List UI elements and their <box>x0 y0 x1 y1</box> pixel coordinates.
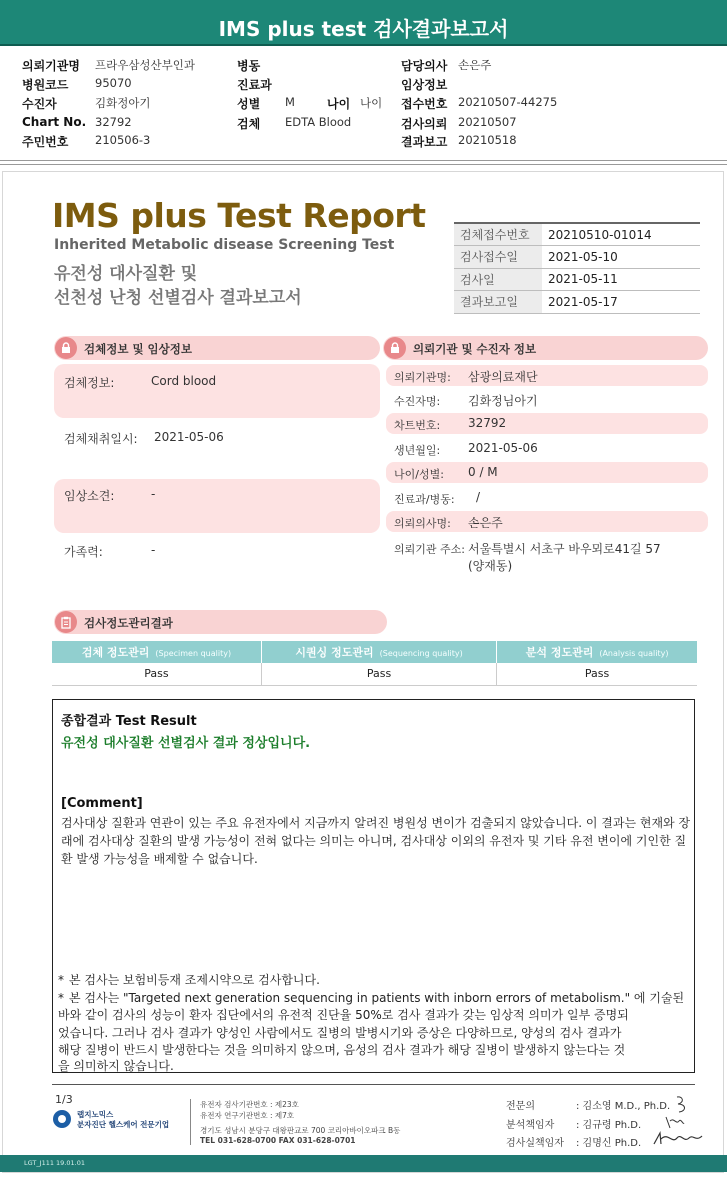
address-value: 서울특별시 서초구 바우뫼로41길 57 <box>468 542 661 556</box>
date-label: 검사접수일 <box>454 246 542 269</box>
institution-value: 2021-05-06 <box>468 441 538 455</box>
summary-label: 검체 <box>237 117 261 131</box>
summary-label: 병동 <box>237 59 261 73</box>
summary-label: 임상정보 <box>401 78 448 92</box>
signer-name: : 김규령 Ph.D. <box>576 1120 642 1131</box>
institution-label: 수진자명: <box>394 395 441 408</box>
summary-value: 손은주 <box>458 58 492 72</box>
institution-value: 0 / M <box>468 465 498 479</box>
summary-value: 20210507 <box>458 115 517 129</box>
table-row <box>454 291 700 314</box>
section-title: 검사정도관리결과 <box>84 616 173 630</box>
footer-separator <box>190 1099 191 1145</box>
summary-label: 접수번호 <box>401 97 448 111</box>
quality-section-header <box>54 610 387 634</box>
signer-label: 분석책임자 <box>506 1120 555 1131</box>
lock-icon <box>384 337 406 359</box>
summary-value: 나이 <box>360 96 383 110</box>
note-text: 었습니다. 그러나 검사 결과가 양성인 사람에서도 질병의 발병시기와 증상은 다양하므로, 양성의 검사 결과가 <box>58 1025 622 1040</box>
specimen-label: 가족력: <box>64 545 103 559</box>
column-header-en: (Analysis quality) <box>599 649 669 658</box>
page-title: IMS plus test 검사결과보고서 <box>218 17 509 41</box>
report-title: IMS plus Test Report <box>52 196 426 235</box>
column-header-ko: 검체 정도관리 <box>81 646 150 659</box>
institution-row <box>386 413 708 434</box>
institution-row <box>386 462 708 483</box>
specimen-row-bg <box>54 364 380 418</box>
section-title: 검체정보 및 임상정보 <box>84 342 192 356</box>
date-value: 2021-05-17 <box>542 291 700 314</box>
summary-label: 결과보고 <box>401 135 448 149</box>
date-label: 검사일 <box>454 268 542 291</box>
quality-value: Pass <box>261 663 496 685</box>
summary-value: 20210507-44275 <box>458 95 558 109</box>
signer-name: : 김소영 M.D., Ph.D. <box>576 1101 671 1112</box>
institution-label: 생년월일: <box>394 444 441 457</box>
institution-label: 진료과/병동: <box>394 493 455 506</box>
note <box>58 972 692 990</box>
date-label: 결과보고일 <box>454 291 542 314</box>
result-box <box>52 699 695 1073</box>
column-header-ko: 분석 정도관리 <box>525 646 594 659</box>
table-row <box>454 223 700 246</box>
page-number: 1/3 <box>55 1093 73 1106</box>
summary-value: 210506-3 <box>95 133 151 147</box>
footer-info: TEL 031-628-0700 FAX 031-628-0701 <box>200 1136 356 1145</box>
logo-tagline: 분자진단 헬스케어 전문기업 <box>77 1120 170 1129</box>
signature-mark <box>652 1130 704 1148</box>
date-value: 20210510-01014 <box>542 223 700 246</box>
summary-label: Chart No. <box>22 115 87 129</box>
institution-row <box>386 487 708 508</box>
signature-mark <box>674 1094 690 1114</box>
institution-value: 삼광의료재단 <box>468 370 538 384</box>
summary-label: 검사의뢰 <box>401 117 448 131</box>
section-title: 의뢰기관 및 수진자 정보 <box>413 342 537 356</box>
summary-value: 김화정아기 <box>95 96 151 110</box>
signer-row <box>506 1116 641 1131</box>
table-row <box>454 268 700 291</box>
signer-row <box>506 1134 641 1149</box>
comment-text: 검사대상 질환과 연관이 있는 주요 유전자에서 지금까지 알려진 병원성 변이가 검출되지 않았습니다. 이 결과는 현재와 장래에 검사대상 질환의 발생 가능성이 전혀 없다는 의미는 아니며, 검사대상 이외의 유전자 및 기타 유전 변이에 기인한 질환 발생 가능성을 배제할 수 없습니다. <box>61 816 691 866</box>
summary-label: 나이 <box>327 97 351 111</box>
result-heading: 종합결과 Test Result <box>61 714 197 729</box>
institution-value: 손은주 <box>468 516 503 530</box>
summary-value: 프라우삼성산부인과 <box>95 58 195 72</box>
logo-text: 랩지노믹스 <box>77 1110 114 1119</box>
institution-value: 32792 <box>468 416 507 430</box>
footer-info: 유전자 검사기관번호 : 제23호 <box>200 1100 299 1109</box>
footer-divider <box>52 1084 695 1085</box>
quality-value: Pass <box>497 663 697 685</box>
specimen-label: 임상소견: <box>64 489 115 503</box>
logo-icon <box>53 1110 71 1128</box>
institution-row <box>386 365 708 386</box>
column-header <box>52 641 261 663</box>
institution-section-header <box>383 336 708 360</box>
summary-label: 주민번호 <box>22 135 69 149</box>
report-dates-table <box>454 222 700 314</box>
address-label: 의뢰기관 주소: <box>394 543 465 556</box>
address-value: (양재동) <box>468 559 513 573</box>
column-header-en: (Specimen quality) <box>155 649 232 658</box>
institution-label: 나이/성별: <box>394 468 444 481</box>
summary-value: 20210518 <box>458 133 517 147</box>
signer-label: 전문의 <box>506 1101 535 1112</box>
specimen-value: 2021-05-06 <box>154 430 224 444</box>
institution-row <box>386 389 708 410</box>
divider <box>0 164 727 165</box>
summary-value: EDTA Blood <box>285 115 352 129</box>
table-header-row <box>52 641 697 663</box>
signer-label: 검사실책임자 <box>506 1138 564 1149</box>
bullet: * <box>58 990 64 1005</box>
signature-mark <box>664 1113 686 1131</box>
institution-label: 의뢰의사명: <box>394 517 451 530</box>
institution-row <box>386 511 708 532</box>
result-summary: 유전성 대사질환 선별검사 결과 정상입니다. <box>61 736 311 751</box>
table-row <box>454 246 700 269</box>
institution-label: 의뢰기관명: <box>394 371 451 384</box>
quality-table <box>52 641 697 686</box>
column-header-ko: 시퀀싱 정도관리 <box>295 646 374 659</box>
signer-row <box>506 1097 670 1112</box>
column-header <box>261 641 496 663</box>
divider <box>0 160 727 161</box>
date-value: 2021-05-11 <box>542 268 700 291</box>
note-text: 을 의미하지 않습니다. <box>58 1058 174 1073</box>
note-text: 본 검사는 보험비등재 조제시약으로 검사합니다. <box>69 973 320 987</box>
summary-label: 의뢰기관명 <box>22 59 80 73</box>
table-row <box>52 663 697 685</box>
summary-label: 진료과 <box>237 78 272 92</box>
summary-value: M <box>285 95 295 109</box>
column-header <box>497 641 697 663</box>
summary-label: 병원코드 <box>22 78 69 92</box>
specimen-value: - <box>151 543 156 557</box>
specimen-label: 검체채취일시: <box>64 432 138 446</box>
summary-label: 성별 <box>237 97 261 111</box>
comment-heading: [Comment] <box>61 796 143 811</box>
specimen-value: - <box>151 487 156 501</box>
summary-info <box>22 55 712 153</box>
quality-value: Pass <box>52 663 261 685</box>
date-value: 2021-05-10 <box>542 246 700 269</box>
signer-name: : 김명신 Ph.D. <box>576 1138 642 1149</box>
document-code: LGT_J111 19.01.01 <box>24 1159 85 1167</box>
footer-info: 유전자 연구기관번호 : 제7호 <box>200 1111 295 1120</box>
specimen-section-header <box>54 336 380 360</box>
specimen-value: Cord blood <box>151 374 217 388</box>
summary-label: 수진자 <box>22 97 57 111</box>
note-text: 바와 같이 검사의 성능이 환자 집단에서의 유전적 진단율 50%로 검사 결과가 갖는 임상적 의미가 일부 증명되 <box>58 1008 629 1022</box>
report-subtitle-ko: 선천성 난청 선별검사 결과보고서 <box>54 288 302 308</box>
institution-label: 차트번호: <box>394 419 441 432</box>
specimen-label: 검체정보: <box>64 376 115 390</box>
report-subtitle-ko: 유전성 대사질환 및 <box>54 264 198 284</box>
institution-value: 김화정님아기 <box>468 394 538 408</box>
institution-value: / <box>476 490 481 504</box>
clipboard-icon <box>55 611 77 633</box>
summary-value: 95070 <box>95 76 132 90</box>
lock-icon <box>55 337 77 359</box>
summary-value: 32792 <box>95 115 132 129</box>
column-header-en: (Sequencing quality) <box>379 649 463 658</box>
note-text: 해당 질병이 반드시 발생한다는 것을 의미하지 않으며, 음성의 검사 결과가 해당 질병이 발생하지 않는다는 것 <box>58 1043 626 1057</box>
report-subtitle-en: Inherited Metabolic disease Screening Test <box>54 237 395 253</box>
summary-label: 담당의사 <box>401 59 448 73</box>
footer-bar <box>0 1155 727 1172</box>
note <box>58 990 692 1008</box>
footer-info: 경기도 성남시 분당구 대왕판교로 700 코리아바이오파크 B동 <box>200 1126 401 1135</box>
note-text: 본 검사는 "Targeted next generation sequencing in patients with inborn errors of metabolism." 에 기술된 <box>69 990 685 1005</box>
bullet: * <box>58 973 64 987</box>
institution-row <box>386 438 708 459</box>
date-label: 검체접수번호 <box>454 223 542 246</box>
